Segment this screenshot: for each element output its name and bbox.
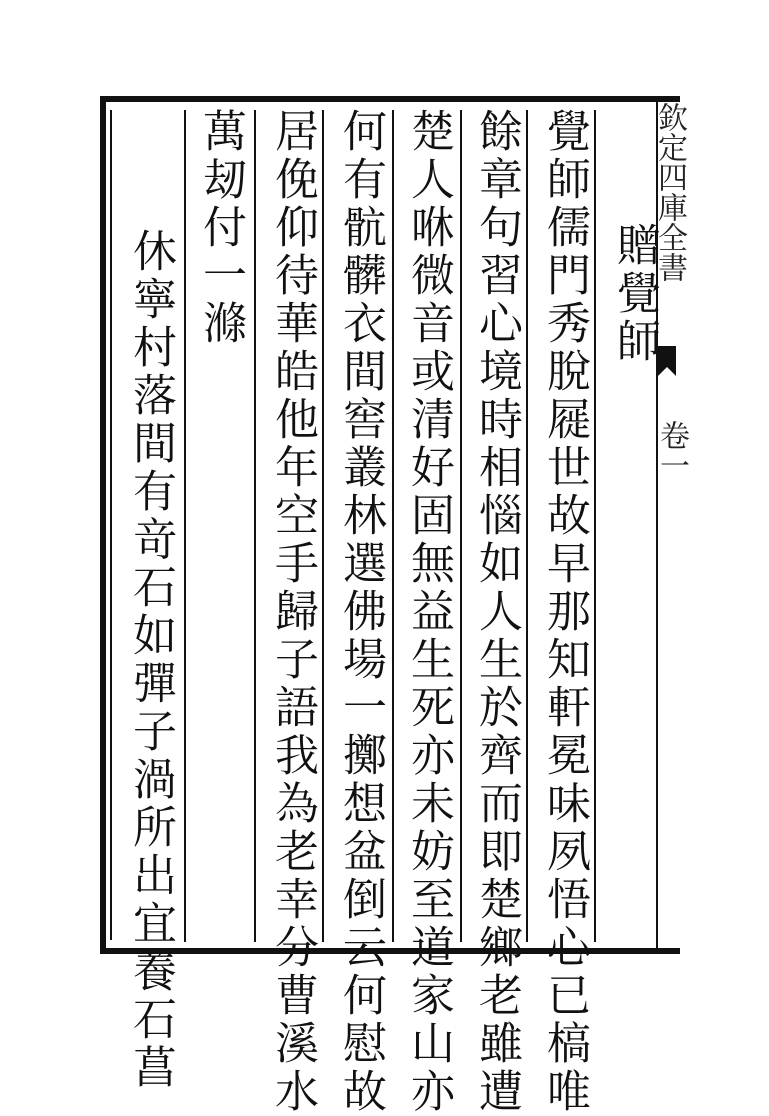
- column-rule: [460, 110, 462, 942]
- text-column: 餘章句習心境時相惱如人生於齊而即楚鄉老雖遭: [471, 108, 522, 1116]
- column-rule: [184, 110, 186, 942]
- text-column: 楚人咻微音或清好固無益生死亦未妨至道家山亦: [403, 108, 454, 1116]
- text-column: 居俛仰待華皓他年空手歸子語我為老幸分曹溪水: [267, 108, 318, 1116]
- text-column: 休寧村落間有竒石如彈子渦所出宜養石菖: [125, 228, 176, 1092]
- column-rule: [526, 110, 528, 942]
- juan-label: 卷一: [654, 420, 689, 480]
- page-frame: [100, 96, 680, 954]
- column-rule: [254, 110, 256, 942]
- column-rule: [392, 110, 394, 942]
- text-column: 覺師儒門秀脫屣世故早那知軒冕味夙悟心已槁唯: [539, 108, 590, 1116]
- inner-rule: [110, 110, 112, 940]
- column-rule: [322, 110, 324, 942]
- column-rule: [594, 110, 596, 942]
- text-column: 萬刼付一滌: [195, 108, 246, 348]
- text-column: 何有骯髒衣間窖叢林選佛場一擲想盆倒云何慰故: [335, 108, 386, 1116]
- side-title: 欽定四庫全書: [652, 102, 687, 282]
- poem-title: 贈覺師: [609, 222, 660, 366]
